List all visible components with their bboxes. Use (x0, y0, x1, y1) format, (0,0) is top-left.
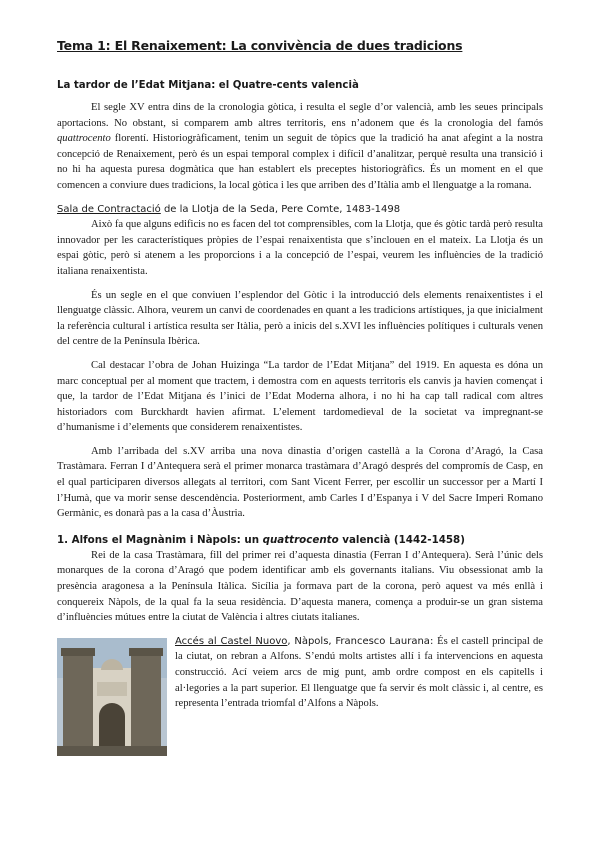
right-tower (131, 652, 161, 756)
document-page (57, 38, 543, 756)
paragraph-huizinga: Cal destacar l’obra de Johan Huizinga “La tardor de l’Edat Mitjana” del 1919. En aquesta es dóna un marc conceptual per al moment que tractem, i demostra com en aquests territoris els canvis ja havien començat i que, la tardor de l’Edat Mitjana és l’inici de l’Edat Moderna alhora, i no hi ha cap tall radical com altres historiadors com Burckhardt havien afirmat. L’element tardomedieval de la societat va impregnant-se d’humanisme i d’elements que considerem renaixentistes. (57, 359, 543, 434)
castel-nuovo-link[interactable]: Accés al Castel Nuovo (175, 635, 288, 647)
paragraph-alfons: Rei de la casa Trastàmara, fill del primer rei d’aquesta dinastia (Ferran I d’Antequera). Serà l’únic dels monarques de la corona d’Aragó que podem identificar amb els governants italians. Viu obsessionat amb la presència aragonesa a la Península Itàlica. Sicília ja formava part de la corona, però aquest va més enllà i conquereix Nàpols, de la qual fa la seua residència. D’aquesta manera, comença a produir-se un gran sistema d’influències mútues entre la ciutat de València i altres ciutats italianes. (57, 549, 543, 624)
document-title: Tema 1: El Renaixement: La convivència de dues tradicions (57, 38, 463, 53)
paragraph-llotja: Això fa que alguns edificis no es facen del tot comprensibles, com la Llotja, que és gòtic tardà però resulta innovador per les característiques pròpies de l’espai renaixentista que s’inclouen en el mateix. La Llotja és un espai gòtic, però si atenem a les proporcions i a la concepció de l’espai, veurem les influències de la tradició italiana renaixentista. (57, 219, 543, 277)
left-tower (63, 652, 93, 756)
paragraph-intro: El segle XV entra dins de la cronologia gòtica, i resulta el segle d’or valencià, amb les seues principals aportacions. No obstant, si comparem amb altres territoris, ens n’adonem que és la cronologia del famós quattrocento florentí. Historiogràficament, tenim un seguit de tòpics que la tradició ha anat afegint a la nostra concepció de Renaixement, però és un espai temporal complex i difícil d’analitzar, perquè resulta una transició i no hi ha aquesta puresa dogmàtica que han establert els preceptes historiogràfics. És un moment en el que comencen a conviure dues tradicions, la local gòtica i les que arriben des d’Itàlia amb el llenguatge a la romana. (57, 102, 543, 191)
llotja-link[interactable]: Sala de Contractació (57, 203, 161, 215)
paragraph-trastamara: Amb l’arribada del s.XV arriba una nova dinastia d’origen castellà a la Corona d’Aragó, la Casa Trastàmara. Ferran I d’Antequera serà el primer monarca trastàmara d’Aragó després del compromís de Casp, en el qual participaren diversos allegats al territori, com Sant Vicent Ferrer, per escollir un successor per a Martí I l’Humà, que va morir sense descendència. Posteriorment, amb Carles I d’Espanya i V del Sacre Imperi Romano Germànic, es donarà pas a la casa d’Àustria. (57, 445, 543, 520)
section-subtitle: La tardor de l’Edat Mitjana: el Quatre-cents valencià (57, 80, 359, 91)
section-heading-alfons: 1. Alfons el Magnànim i Nàpols: un quattrocento valencià (1442-1458) (57, 533, 465, 546)
castel-nuovo-block (57, 634, 543, 712)
paragraph-gothic: És un segle en el que conviuen l’esplendor del Gòtic i la introducció dels elements renaixentistes i el llenguatge clàssic. Alhora, veurem un canvi de coordenades en quant a les tradicions artístiques, ja que inicialment la referència cultural i artística resulta ser Itàlia, però a inicis del s.XVI les influències polítiques i culturals venen del centre de la Península Ibèrica. (57, 289, 543, 348)
paragraph-castel-nuovo: Accés al Castel Nuovo, Nàpols, Francesco Laurana: És el castell principal de la ciutat, on rebran a Alfons. S’endú molts artistes allí i fa intervencions en aquesta construcció. Ací veiem arcs de mig punt, amb ordre compost en els capitells i al·legories a la part superior. El llenguatge que fa servir és molt clàssic i, al centre, es representa l’entrada triomfal d’Alfons a Nàpols. (57, 634, 543, 712)
caption-llotja: Sala de Contractació de la Llotja de la Seda, Pere Comte, 1483-1498 (57, 203, 401, 215)
castel-nuovo-photo (57, 638, 167, 756)
